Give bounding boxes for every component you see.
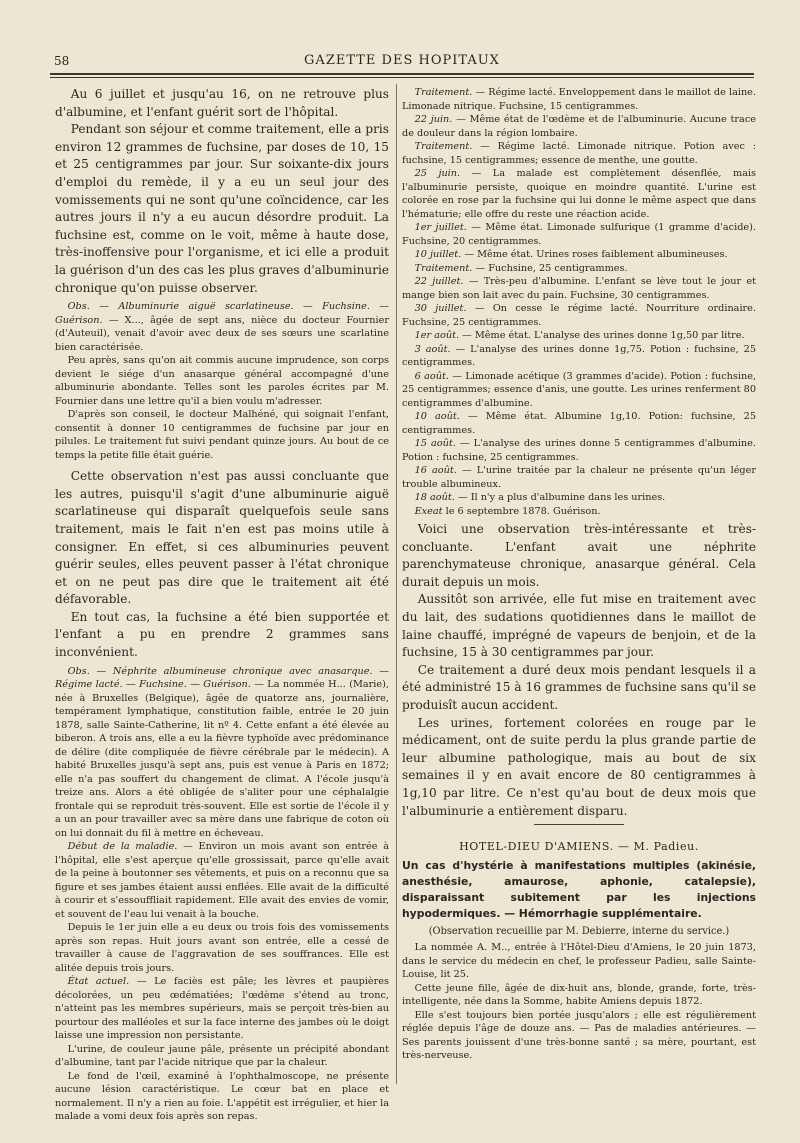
right-column bbox=[402, 86, 756, 1063]
observation-heading: Obs. — Néphrite albumineuse chronique avec anasarque. — Régime lacté. — Fuchsine. — Guérison. bbox=[55, 665, 389, 691]
paragraph: Voici une observation très-intéressante et très-concluante. L'enfant avait une néphrite parenchymateuse chronique, anasarque général. Cela durait depuis un mois. bbox=[402, 522, 756, 589]
paragraph bbox=[55, 840, 389, 921]
header-rule bbox=[50, 73, 754, 75]
entry-text: — L'analyse des urines donne 1g,75. Potion : fuchsine, 25 centigrammes. bbox=[402, 343, 757, 368]
entry-label: Traitement. bbox=[414, 87, 473, 98]
paragraph bbox=[55, 975, 389, 1043]
entry-text: — Régime lacté. Enveloppement dans le maillot de laine. Limonade nitrique. Fuchsine, 15 centigrammes. bbox=[402, 87, 756, 112]
paragraph: La nommée A. M.., entrée à l'Hôtel-Dieu d'Amiens, le 20 juin 1873, dans le service du médecin en chef, le professeur Padieu, salle Sainte-Louise, lit 25. bbox=[402, 942, 756, 981]
observation-text: — La nommée H... (Marie), née à Bruxelles (Belgique), âgée de quatorze ans, journalière, tempérament lymphatique, constitution faible, entrée le 20 juin 1878, salle Sainte-Catherine, lit nº 4. Cette enfant a été élevée au biberon. A trois ans, elle a eu la fièvre typhoïde avec prédominance de délire (dite compliquée de fièvre cérébrale par le médecin). A habité Bruxelles jusqu'à sept ans, puis est venue à Paris en 1872; elle n'a pas souffert du changement de climat. A l'école jusqu'à treize ans. Alors a été obligée de s'aliter pour une céphalalgie frontale qui se reproduit très-souvent. Elle est sortie de l'école il y a un an pour travailler avec sa mère dans une fabrique de coton où on lui donnait du fil à mettre en écheveau. bbox=[55, 679, 389, 839]
subheading: Début de la maladie. bbox=[67, 841, 178, 853]
entry-date: 10 juillet. bbox=[414, 249, 462, 260]
entry-label: Traitement. bbox=[414, 141, 473, 152]
entry-date: 25 juin. bbox=[414, 168, 461, 179]
case-entry bbox=[402, 262, 756, 276]
entry-date: 15 août. bbox=[414, 438, 456, 449]
case-entry bbox=[402, 491, 756, 505]
page-header bbox=[50, 48, 754, 70]
entry-date: 6 août. bbox=[414, 370, 449, 382]
entry-date: 10 août. bbox=[414, 411, 460, 422]
entry-date: 18 août. bbox=[414, 492, 455, 503]
paragraph: Cette jeune fille, âgée de dix-huit ans, blonde, grande, forte, très-intelligente, née dans la Somme, habite Amiens depuis 1872. bbox=[402, 982, 756, 1008]
entry-text: — Fuchsine, 25 centigrammes. bbox=[472, 262, 628, 274]
entry-text: le 6 septembre 1878. Guérison. bbox=[442, 505, 601, 517]
paragraph: Depuis le 1er juin elle a eu deux ou trois fois des vomissements après son repas. Huit jours avant son entrée, elle a cessé de travailler à cause de l'aggravation de ses souffrances. Elle est alitée depuis trois jours. bbox=[55, 922, 389, 974]
paragraph-text: — Le faciès est pâle; les lèvres et paupières décolorées, un peu œdématiées; l'œdème s'étend au tronc, n'atteint pas les membres supérieurs, mais se perçoit très-bien au pourtour des malléoles et sur la face interne des jambes où le doigt laisse une impression non persistante. bbox=[55, 976, 389, 1042]
case-entry bbox=[402, 329, 756, 343]
paragraph: Pendant son séjour et comme traitement, elle a pris environ 12 grammes de fuchsine, par doses de 10, 15 et 25 centigrammes par jour. Sur soixante-dix jours d'emploi du remède, il y a eu un seul jour des vomissements qui ne sont qu'une coïncidence, car les autres jours il n'y a eu aucun désordre produit. La fuchsine est, comme on le voit, même à haute dose, très-inoffensive pour l'organisme, et ici elle a produit la guérison d'un des cas les plus graves d'albuminurie chronique qu'on puisse observer. bbox=[55, 122, 389, 295]
entry-text: — Même état. L'analyse des urines donne 1g,50 par litre. bbox=[459, 330, 745, 341]
entry-text: — Il n'y a plus d'albumine dans les urines. bbox=[454, 492, 666, 503]
entry-text: — Limonade acétique (3 grammes d'acide). Potion : fuchsine, 25 centigrammes; essence d'anis, une goutte. Les urines renferment 80 centigrammes d'albumine. bbox=[402, 370, 757, 409]
paragraph: Les urines, fortement colorées en rouge par le médicament, ont de suite perdu la plus grande partie de leur albumine pathologique, mais au bout de six semaines il y en avait encore de 80 centigrammes à 1g,10 par litre. Ce n'est qu'au bout de deux mois que l'albuminurie a entièrement disparu. bbox=[402, 715, 756, 818]
entry-date: 30 juillet. bbox=[414, 303, 467, 314]
entry-text: — Très-peu d'albumine. L'enfant se lève tout le jour et mange bien son lait avec du pain. Fuchsine, 30 centigrammes. bbox=[402, 276, 756, 301]
paragraph: En tout cas, la fuchsine a été bien supportée et l'enfant a pu en prendre 2 grammes sans inconvénient. bbox=[55, 609, 389, 660]
entry-date: 16 août. bbox=[414, 465, 457, 476]
case-entry bbox=[402, 275, 756, 302]
case-entry bbox=[402, 248, 756, 262]
entry-text: — Même état. Albumine 1g,10. Potion: fuchsine, 25 centigrammes. bbox=[402, 411, 756, 436]
entry-date: 1er juillet. bbox=[414, 222, 467, 233]
page-number: 58 bbox=[54, 54, 70, 68]
paragraph: Peu après, sans qu'on ait commis aucune imprudence, son corps devient le siége d'un anasarque général accompagné d'une albuminurie abondante. Telles sont les paroles écrites par M. Fournier dans une lettre qu'il a bien voulu m'adresser. bbox=[55, 355, 389, 407]
case-entry bbox=[402, 437, 756, 464]
entry-date: 22 juillet. bbox=[414, 276, 464, 287]
paragraph: Ce traitement a duré deux mois pendant lesquels il a été administré 15 à 16 grammes de fuchsine sans qu'il se produisît aucun accident. bbox=[402, 662, 756, 712]
case-entry bbox=[402, 505, 756, 519]
column-divider bbox=[396, 84, 397, 1084]
paragraph: Au 6 juillet et jusqu'au 16, on ne retrouve plus d'albumine, et l'enfant guérit sort de l'hôpital. bbox=[55, 87, 389, 119]
case-entry bbox=[402, 343, 756, 370]
paragraph: Le fond de l'œil, examiné à l'ophthalmoscope, ne présente aucune lésion caractéristique. Le cœur bat en place et normalement. Il n'y a rien au foie. L'appétit est irrégulier, et hier la malade a vomi deux fois après son repas. bbox=[55, 1070, 389, 1123]
case-entry bbox=[402, 167, 756, 221]
subheading: État actuel. bbox=[67, 976, 130, 988]
paragraph: Elle s'est toujours bien portée jusqu'alors ; elle est régulièrement réglée depuis l'âge de douze ans. — Pas de maladies antérieures. — Ses parents jouissent d'une très-bonne santé ; sa mère, pourtant, est très-nerveuse. bbox=[402, 1009, 756, 1062]
entry-label: Traitement. bbox=[414, 262, 473, 274]
left-column bbox=[55, 86, 389, 1124]
entry-text: — L'analyse des urines donne 5 centigrammes d'albumine. Potion : fuchsine, 25 centigrammes. bbox=[402, 438, 756, 463]
paragraph: L'urine, de couleur jaune pâle, présente un précipité abondant d'albumine, tant par l'acide nitrique que par la chaleur. bbox=[55, 1043, 389, 1069]
observation-heading: Obs. — Albuminurie aiguë scarlatineuse. — Fuchsine. — Guérison. bbox=[55, 301, 389, 326]
case-entry bbox=[402, 86, 756, 113]
article-title: Un cas d'hystérie à manifestations multiples (akinésie, anesthésie, amaurose, aphonie, catalepsie), disparaissant subitement par les injections hypodermiques. — Hémorrhagie supplémentaire. bbox=[402, 859, 756, 921]
entry-text: — On cesse le régime lacté. Nourriture ordinaire. Fuchsine, 25 centigrammes. bbox=[402, 303, 756, 328]
observation-text: — X..., âgée de sept ans, nièce du docteur Fournier (d'Auteuil), venait d'avoir avec deux de ses sœurs une scarlatine bien caractérisée. bbox=[55, 314, 389, 353]
case-entry bbox=[402, 113, 756, 140]
case-entry bbox=[402, 464, 756, 491]
header-rule-thin bbox=[50, 77, 754, 78]
case-entry bbox=[402, 410, 756, 437]
entry-date: 3 août. bbox=[414, 343, 451, 355]
running-title: GAZETTE DES HOPITAUX bbox=[304, 53, 500, 68]
paragraph: Aussitôt son arrivée, elle fut mise en traitement avec du lait, des sudations quotidiennes dans le maillot de laine chauffé, imprégné de vapeurs de benjoin, et de la fuchsine, 15 à 30 centigrammes par jour. bbox=[402, 592, 756, 660]
observation-paragraph bbox=[55, 665, 389, 841]
case-entry bbox=[402, 140, 756, 167]
case-entry bbox=[402, 221, 756, 248]
entry-text: — L'urine traitée par la chaleur ne présente qu'un léger trouble albumineux. bbox=[402, 465, 756, 490]
entry-text: — La malade est complètement désenflée, mais l'albuminurie persiste, quoique en moindre quantité. L'urine est colorée en rose par la fuchsine qui lui donne le même aspect que dans l'hématurie; elle offre du reste une réaction acide. bbox=[402, 168, 756, 220]
observation-note: (Observation recueillie par M. Debierre, interne du service.) bbox=[428, 926, 730, 938]
paragraph: D'après son conseil, le docteur Malhéné, qui soignait l'enfant, consentit à donner 10 centigrammes de fuchsine par jour en pilules. Le traitement fut suivi pendant quinze jours. Au bout de ce temps la petite fille était guérie. bbox=[55, 409, 389, 461]
entry-label: Exeat bbox=[414, 505, 443, 517]
entry-date: 1er août. bbox=[414, 330, 460, 341]
paragraph-text: — Environ un mois avant son entrée à l'hôpital, elle s'est aperçue qu'elle grossissait, parce qu'elle avait de la peine à boutonner ses vêtements, et puis on a reconnu que sa figure et ses jambes étaient aussi enflées. Elle avait de la difficulté à courir et s'essouffliait rapidement. Elle avait des envies de vomir, et souvent de l'eau lui venait à la bouche. bbox=[55, 841, 389, 920]
paragraph: Cette observation n'est pas aussi concluante que les autres, puisqu'il s'agit d'une albuminurie aiguë scarlatineuse qui disparaît quelquefois seule sans traitement, mais le fait n'en est pas moins utile à consigner. En effet, si ces albuminuries peuvent guérir seules, elles peuvent passer à l'état chronique et on ne peut pas dire que le traitement ait été défavorable. bbox=[55, 469, 389, 607]
entry-text: — Même état. Limonade sulfurique (1 gramme d'acide). Fuchsine, 20 centigrammes. bbox=[402, 222, 756, 247]
observation-paragraph bbox=[55, 300, 389, 354]
section-separator bbox=[402, 824, 756, 834]
entry-date: 22 juin. bbox=[414, 114, 453, 125]
case-entry bbox=[402, 302, 756, 329]
case-entry bbox=[402, 370, 756, 411]
entry-text: — Même état. Urines roses faiblement albumineuses. bbox=[461, 249, 728, 260]
section-heading: HOTEL-DIEU D'AMIENS. — M. Padieu. bbox=[459, 840, 699, 854]
entry-text: — Même état de l'œdème et de l'albuminurie. Aucune trace de douleur dans la région lombaire. bbox=[402, 114, 756, 139]
entry-text: — Régime lacté. Limonade nitrique. Potion avec : fuchsine, 15 centigrammes; essence de menthe, une goutte. bbox=[402, 141, 756, 166]
